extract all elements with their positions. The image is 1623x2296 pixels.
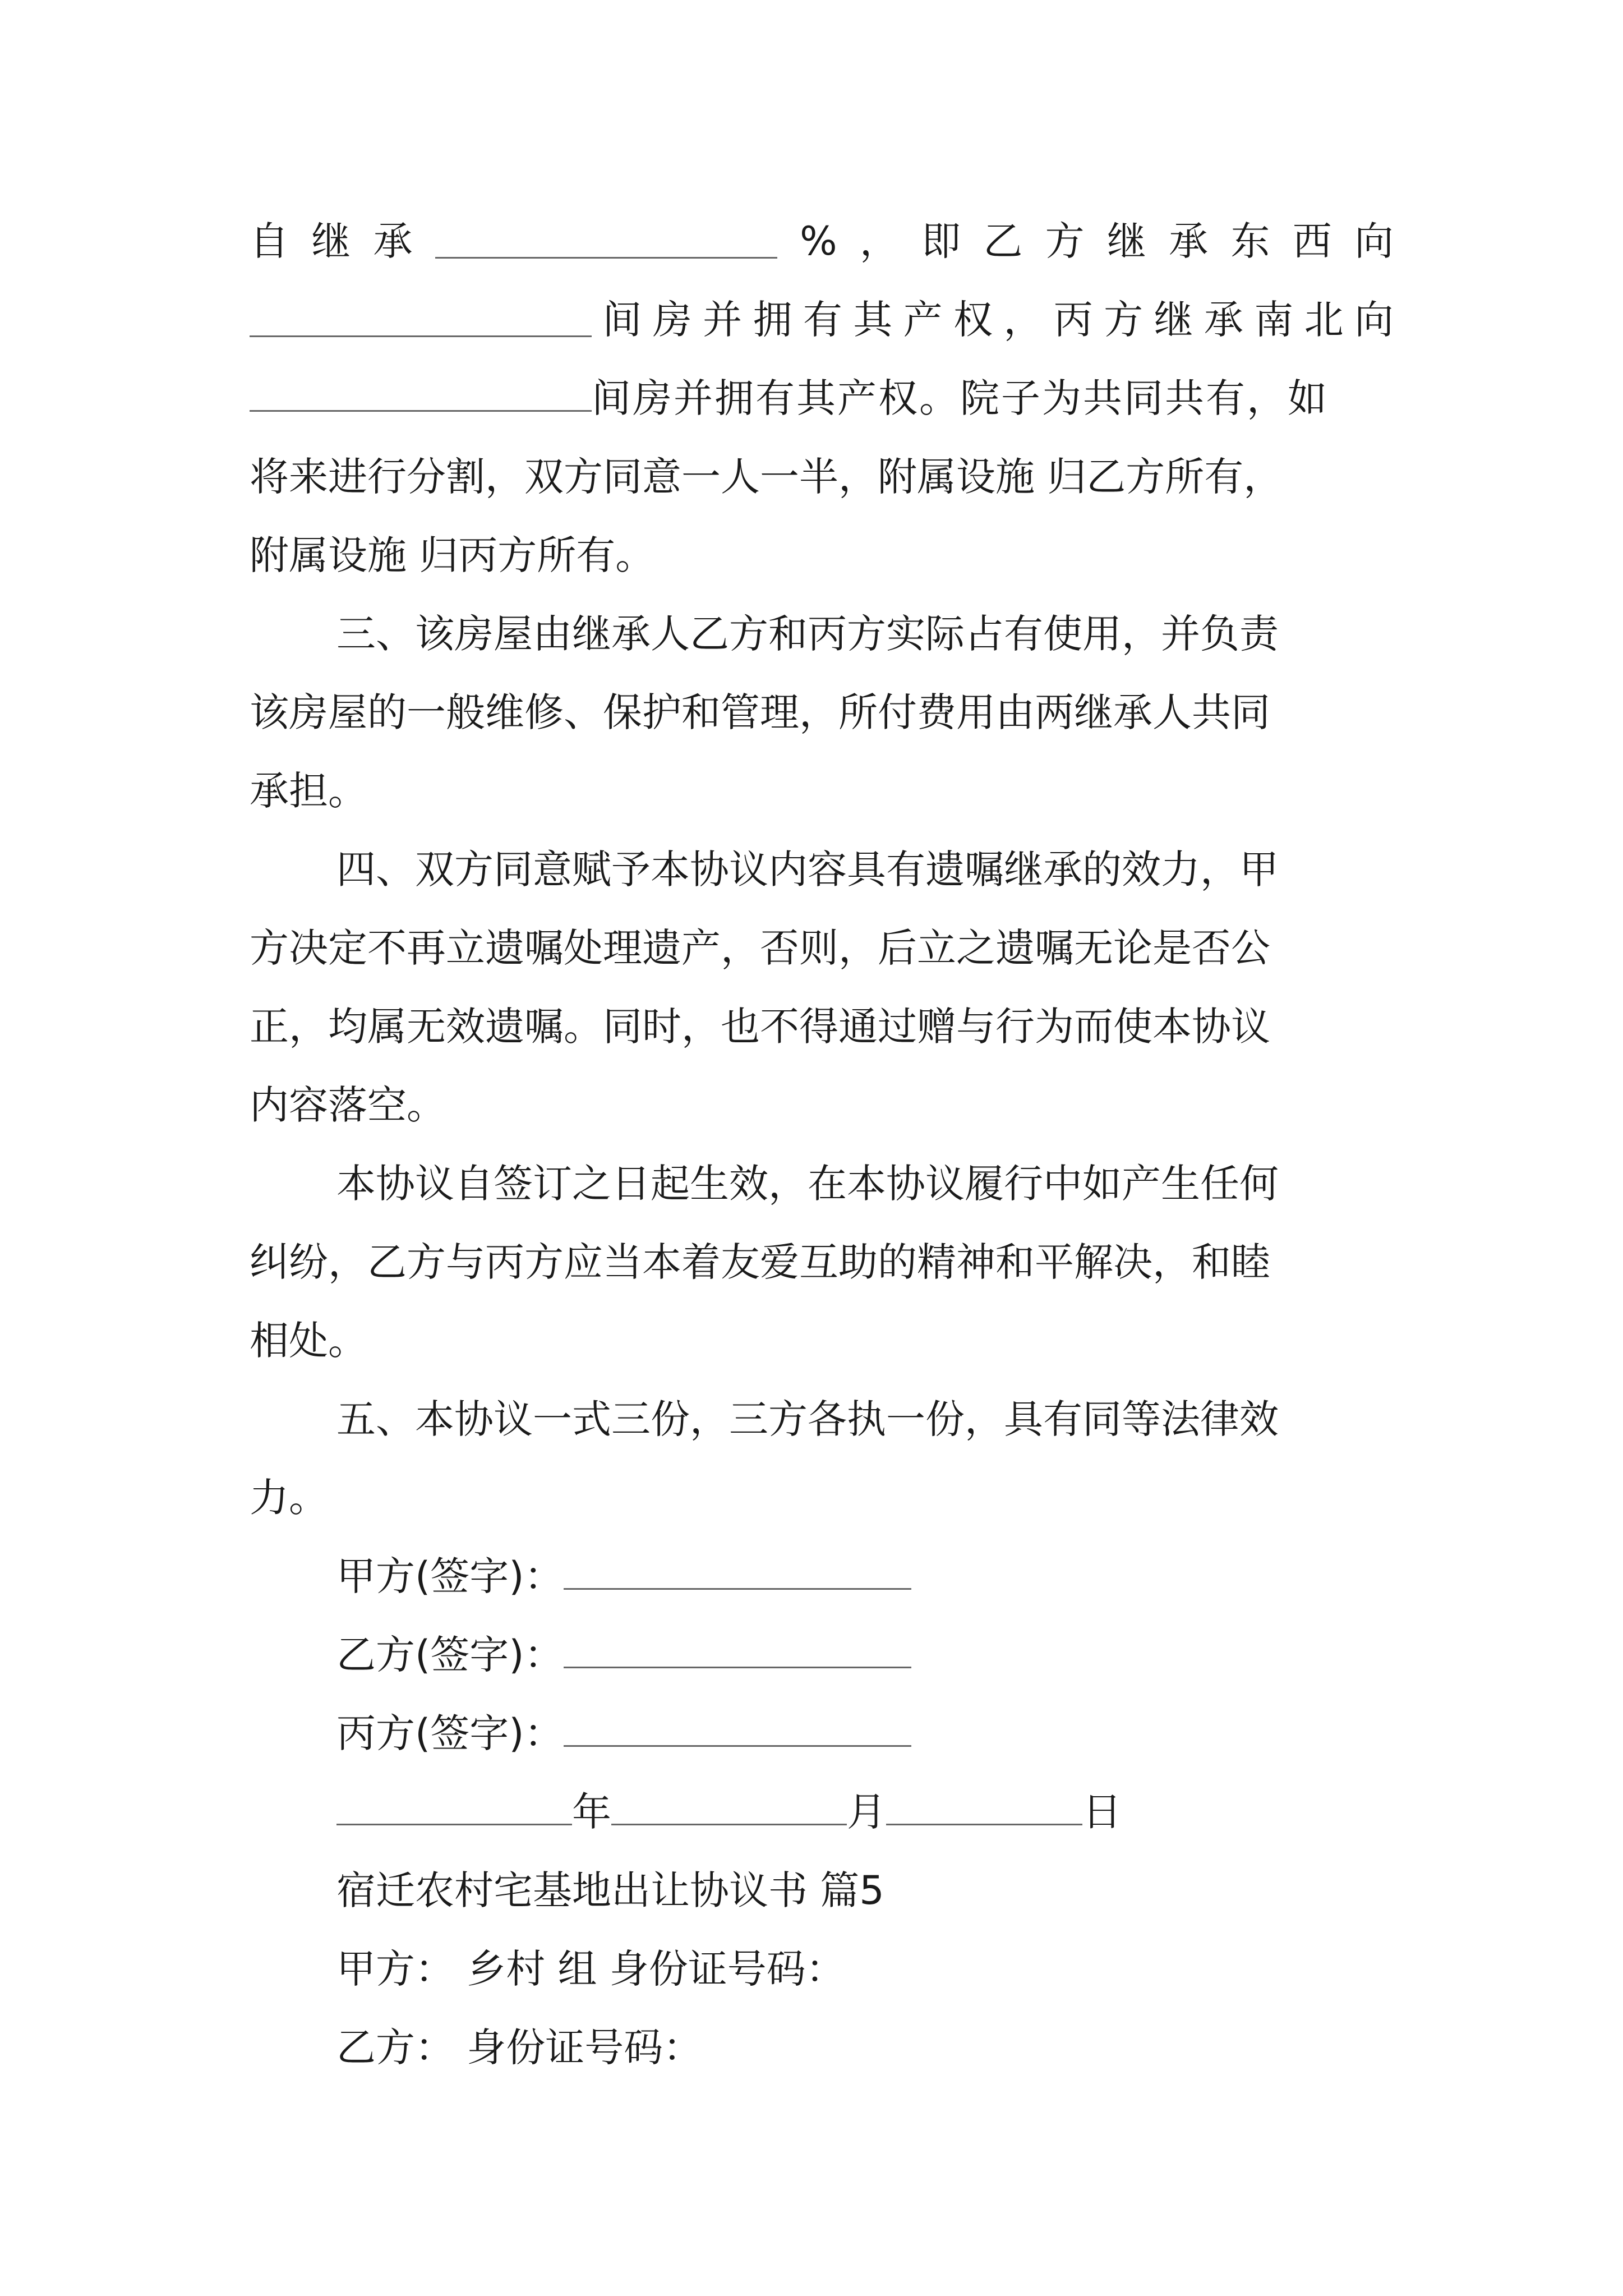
paragraph-5-line-3 [250, 1307, 1394, 1374]
paragraph-text: 附属设施 归丙方所有。 [250, 532, 655, 578]
char: 有 [803, 297, 842, 343]
paragraph-text: 四、双方同意赋予本协议内容具有遗嘱继承的效力，甲 [336, 846, 1279, 892]
paragraph-text: 间房并拥有其产权。院子为共同共有，如 [592, 375, 1329, 421]
char: 拥 [753, 297, 792, 343]
text-line-3 [250, 365, 1394, 432]
signature-label: 丙方(签字)： [336, 1710, 564, 1756]
paragraph-text: 将来进行分割，双方同意一人一半，附属设施 归乙方所有， [250, 454, 1283, 500]
date-month-label: 月 [847, 1789, 886, 1835]
char: 继 [311, 218, 351, 264]
signature-label: 甲方(签字)： [336, 1553, 564, 1599]
signature-blank [564, 1556, 911, 1590]
party-b-line [336, 2014, 1481, 2081]
paragraph-4-line-2 [250, 914, 1394, 982]
char: ， [859, 218, 899, 264]
char: % [800, 218, 837, 264]
char: 南 [1254, 297, 1294, 343]
char: 北 [1304, 297, 1344, 343]
paragraph-text: 五、本协议一式三份，三方各执一份，具有同等法律效 [336, 1396, 1279, 1442]
signature-blank [564, 1634, 911, 1668]
paragraph-text: 正，均属无效遗嘱。同时，也不得通过赠与行为而使本协议 [250, 1004, 1270, 1050]
char: 并 [703, 297, 743, 343]
paragraph-text: 相处。 [250, 1318, 367, 1364]
paragraph-6-line-1 [336, 1386, 1394, 1453]
char: 方 [1104, 297, 1144, 343]
blank-line [250, 378, 592, 412]
signature-blank [564, 1713, 911, 1747]
blank-line [250, 303, 592, 337]
text-line-4 [250, 443, 1394, 510]
paragraph-text: 纠纷，乙方与丙方应当本着友爱互助的精神和平解决，和睦 [250, 1239, 1270, 1285]
date-day-label: 日 [1082, 1789, 1122, 1835]
char: 房 [652, 297, 692, 343]
paragraph-text: 本协议自签订之日起生效，在本协议履行中如产生任何 [336, 1161, 1279, 1207]
signature-party-a [336, 1543, 1481, 1610]
section-title-text: 宿迁农村宅基地出让协议书 篇5 [336, 1867, 884, 1913]
blank-line [435, 224, 777, 259]
char: 间 [602, 297, 642, 343]
section-title [336, 1857, 1481, 1924]
char: 继 [1106, 218, 1146, 264]
paragraph-text: 该房屋的一般维修、保护和管理，所付费用由两继承人共同 [250, 689, 1270, 735]
char: 承 [1204, 297, 1243, 343]
text-line-5 [250, 522, 1394, 589]
paragraph-text: 方决定不再立遗嘱处理遗产，否则，后立之遗嘱无论是否公 [250, 925, 1270, 971]
char: 承 [1169, 218, 1209, 264]
paragraph-4-line-3 [250, 993, 1394, 1060]
char: 继 [1154, 297, 1193, 343]
date-line [336, 1778, 1481, 1846]
char: 即 [921, 218, 961, 264]
char: 乙 [983, 218, 1023, 264]
char: 向 [1354, 218, 1394, 264]
signature-party-c [336, 1700, 1481, 1767]
month-blank [611, 1791, 847, 1825]
date-year-label: 年 [572, 1789, 611, 1835]
char: 自 [250, 218, 289, 264]
paragraph-text: 内容落空。 [250, 1082, 446, 1128]
paragraph-text: 力。 [250, 1475, 328, 1521]
paragraph-3-line-3 [250, 757, 1394, 825]
party-a-text: 甲方： 乡村 组 身份证号码： [336, 1946, 845, 1992]
char: 方 [1045, 218, 1085, 264]
char: 东 [1230, 218, 1270, 264]
party-a-line [336, 1935, 1481, 2003]
paragraph-3-line-1 [336, 600, 1394, 668]
signature-label: 乙方(签字)： [336, 1632, 564, 1678]
char: 承 [373, 218, 413, 264]
char: 向 [1354, 297, 1394, 343]
char: 权 [953, 297, 993, 343]
char: 产 [903, 297, 943, 343]
text-line-1 [250, 208, 1394, 275]
day-blank [886, 1791, 1082, 1825]
party-b-text: 乙方： 身份证号码： [336, 2024, 703, 2070]
paragraph-5-line-1 [336, 1150, 1394, 1217]
char: 丙 [1053, 297, 1093, 343]
paragraph-6-line-2 [250, 1464, 1394, 1531]
paragraph-5-line-2 [250, 1228, 1394, 1296]
paragraph-3-line-2 [250, 679, 1394, 746]
text-line-2 [250, 286, 1394, 353]
year-blank [336, 1791, 572, 1825]
char: 其 [853, 297, 893, 343]
signature-party-b [336, 1621, 1481, 1688]
paragraph-4-line-1 [336, 836, 1394, 903]
paragraph-text: 承担。 [250, 768, 367, 814]
char: 西 [1292, 218, 1332, 264]
paragraph-4-line-4 [250, 1071, 1394, 1139]
paragraph-text: 三、该房屋由继承人乙方和丙方实际占有使用，并负责 [336, 611, 1279, 657]
char: ， [1003, 297, 1043, 343]
